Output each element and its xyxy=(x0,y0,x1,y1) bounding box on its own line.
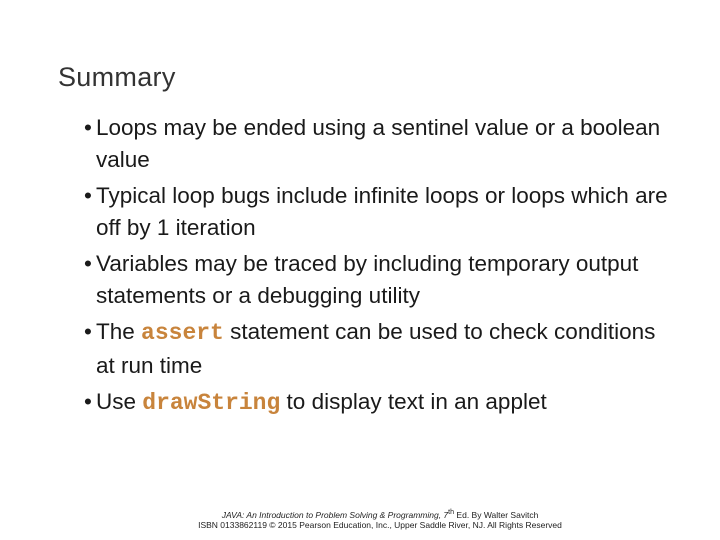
code-keyword-assert: assert xyxy=(141,320,224,346)
bullet-text: Loops may be ended using a sentinel value or a boolean value xyxy=(96,115,661,172)
bullet-item xyxy=(80,112,680,175)
bullet-item xyxy=(80,316,680,381)
bullet-text-pre: The xyxy=(96,319,142,344)
footer-copyright: ISBN 0133862119 © 2015 Pearson Education, Inc., Upper Saddle River, NJ. All Rights Reserved xyxy=(198,520,562,530)
bullet-icon: • xyxy=(84,183,92,208)
bullet-list xyxy=(80,112,680,425)
footer-edition-sup: th xyxy=(448,508,455,516)
code-method-drawstring: drawString xyxy=(142,390,281,416)
footer-edition-rest: Ed. By Walter Savitch xyxy=(454,509,539,520)
bullet-icon: • xyxy=(84,389,92,414)
bullet-text-post: statement can be used to check conditions at run time xyxy=(96,319,656,378)
bullet-text-pre: Use xyxy=(96,389,143,414)
bullet-text: Typical loop bugs include infinite loops or loops which are off by 1 iteration xyxy=(96,183,668,240)
bullet-icon: • xyxy=(84,115,92,140)
bullet-icon: • xyxy=(84,319,92,344)
footer-book-title: JAVA: An Introduction to Problem Solving & Programming, 7 xyxy=(221,509,449,520)
bullet-icon: • xyxy=(84,251,92,276)
bullet-item xyxy=(80,248,680,311)
bullet-item xyxy=(80,386,680,420)
bullet-text: Variables may be traced by including temporary output statements or a debugging utility xyxy=(96,251,639,308)
bullet-text-post: to display text in an applet xyxy=(280,389,547,414)
bullet-item xyxy=(80,180,680,243)
slide-title: Summary xyxy=(58,62,176,92)
